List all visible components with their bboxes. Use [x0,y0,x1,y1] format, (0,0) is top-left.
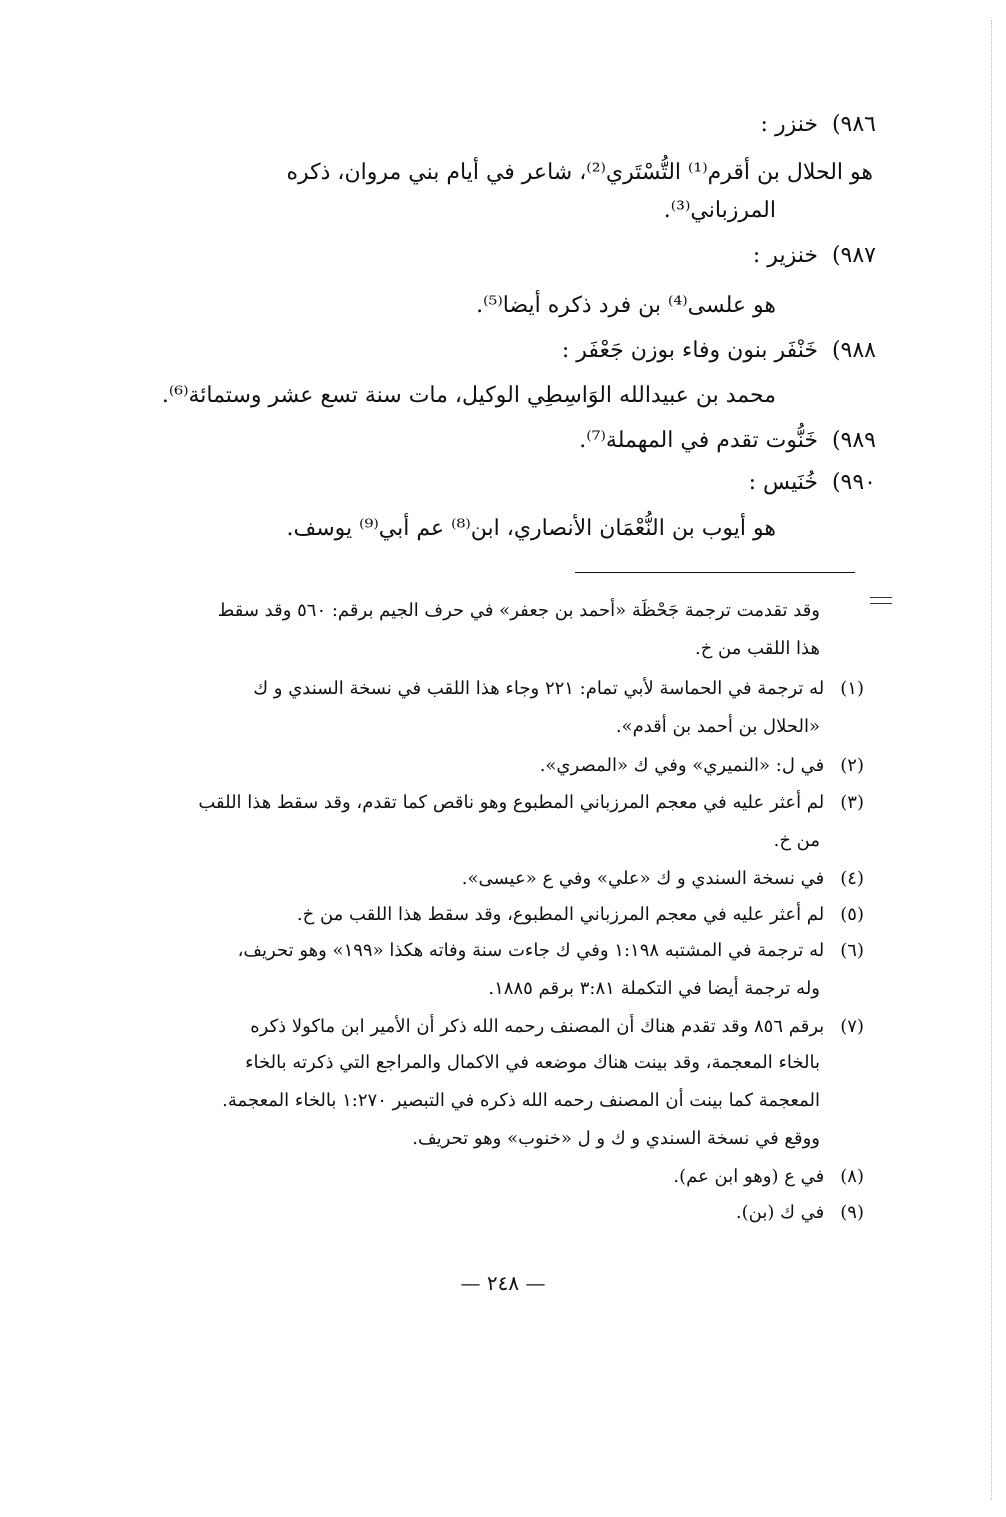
footnote-7 [250,1016,864,1037]
entry-title: خُنَيس : [748,470,818,495]
footnote-text: له ترجمة في الحماسة لأبي تمام: ٢٢١ وجاء هذا اللقب في نسخة السندي و ك [253,678,825,699]
footnote-number: (٨) [840,1166,864,1187]
entry-986-body-line-2: المرزباني⁽³⁾. [663,198,776,223]
footnote-3-cont: من خ. [773,830,820,851]
footnote-separator [575,572,855,573]
entry-number: ٩٨٩) [831,428,876,453]
footnote-text: في ك (بن). [735,1202,825,1223]
footnote-text: في ع (وهو ابن عم). [673,1166,825,1187]
entry-number: ٩٨٧) [831,243,876,268]
footnote-number: (٤) [840,868,864,889]
footnote-1 [253,678,864,699]
footnote-text: لم أعثر عليه في معجم المرزباني المطبوع وهو ناقص كما تقدم، وقد سقط هذا اللقب [198,792,825,813]
footnote-text: في نسخة السندي و ك «علي» وفي ع «عيسى». [461,868,825,889]
footnote-intro-line-1: وقد تقدمت ترجمة جَحْظَة «أحمد بن جعفر» في حرف الجيم برقم: ٥٦٠ وقد سقط [217,600,820,621]
entry-988-heading [562,338,876,363]
entry-989-heading [579,428,876,453]
footnote-4 [462,868,864,889]
footnote-number: (٥) [840,904,864,925]
footnote-number: (٦) [840,940,864,961]
entry-990-body: هو أيوب بن النُّعْمَان الأنصاري، ابن⁽⁸⁾ عم أبي⁽⁹⁾ يوسف. [286,516,776,541]
footnote-7-cont-3: ووقع في نسخة السندي و ك و ل «خنوب» وهو تحريف. [412,1128,820,1149]
entry-number: ٩٨٦) [831,112,876,137]
entry-987-body: هو علسى⁽⁴⁾ بن فرد ذكره أيضا⁽⁵⁾. [476,293,776,318]
footnote-6-cont: وله ترجمة أيضا في التكملة ٣:٨١ برقم ١٨٨٥. [488,978,820,999]
entry-title: خَنْفَر بنون وفاء بوزن جَعْفَر : [561,338,818,363]
footnote-number: (١) [840,678,864,699]
footnote-2 [540,755,864,776]
footnote-number: (٣) [840,792,864,813]
footnote-5 [297,904,864,925]
entry-title: خنزر : [760,112,818,137]
footnote-1-cont: «الحلال بن أحمد بن أقدم». [615,716,820,737]
footnote-9 [736,1202,864,1223]
footnote-number: (٧) [840,1016,864,1037]
footnote-intro-line-2: هذا اللقب من خ. [694,638,820,659]
footnote-text: في ل: «النميري» وفي ك «المصري». [539,755,825,776]
footnote-number: (٢) [840,755,864,776]
entry-986-body-line-1: هو الحلال بن أقرم⁽¹⁾ التُّسْتَري⁽²⁾، شاعر في أيام بني مروان، ذكره [286,160,873,185]
margin-double-mark [870,597,892,604]
entry-number: ٩٨٨) [831,338,876,363]
footnote-7-cont-2: المعجمة كما بينت أن المصنف رحمه الله ذكره في التبصير ١:٢٧٠ بالخاء المعجمة. [222,1090,820,1111]
footnote-text: لم أعثر عليه في معجم المرزباني المطبوع، وقد سقط هذا اللقب من خ. [296,904,825,925]
entry-990-heading [749,470,876,495]
entry-number: ٩٩٠) [831,470,876,495]
footnote-3 [198,792,864,813]
footnote-text: له ترجمة في المشتبه ١:١٩٨ وفي ك جاءت سنة وفاته هكذا «١٩٩» وهو تحريف، [237,940,825,961]
footnote-6 [238,940,864,961]
footnote-number: (٩) [840,1202,864,1223]
entry-title: خَنُّوت تقدم في المهملة⁽⁷⁾. [579,428,818,453]
entry-987-heading [753,243,876,268]
entry-title: خنزير : [752,243,818,268]
footnote-8 [673,1166,864,1187]
entry-986-heading [761,112,876,137]
footnote-text: برقم ٨٥٦ وقد تقدم هناك أن المصنف رحمه الله ذكر أن الأمير ابن ماكولا ذكره [250,1016,825,1037]
entry-988-body: محمد بن عبيدالله الوَاسِطِي الوكيل، مات سنة تسع عشر وستمائة⁽⁶⁾. [161,383,776,408]
page-number: — ٢٤٨ — [460,1271,546,1295]
footnote-7-cont-1: بالخاء المعجمة، وقد بينت هناك موضعه في الاكمال والمراجع التي ذكرته بالخاء [245,1052,820,1073]
